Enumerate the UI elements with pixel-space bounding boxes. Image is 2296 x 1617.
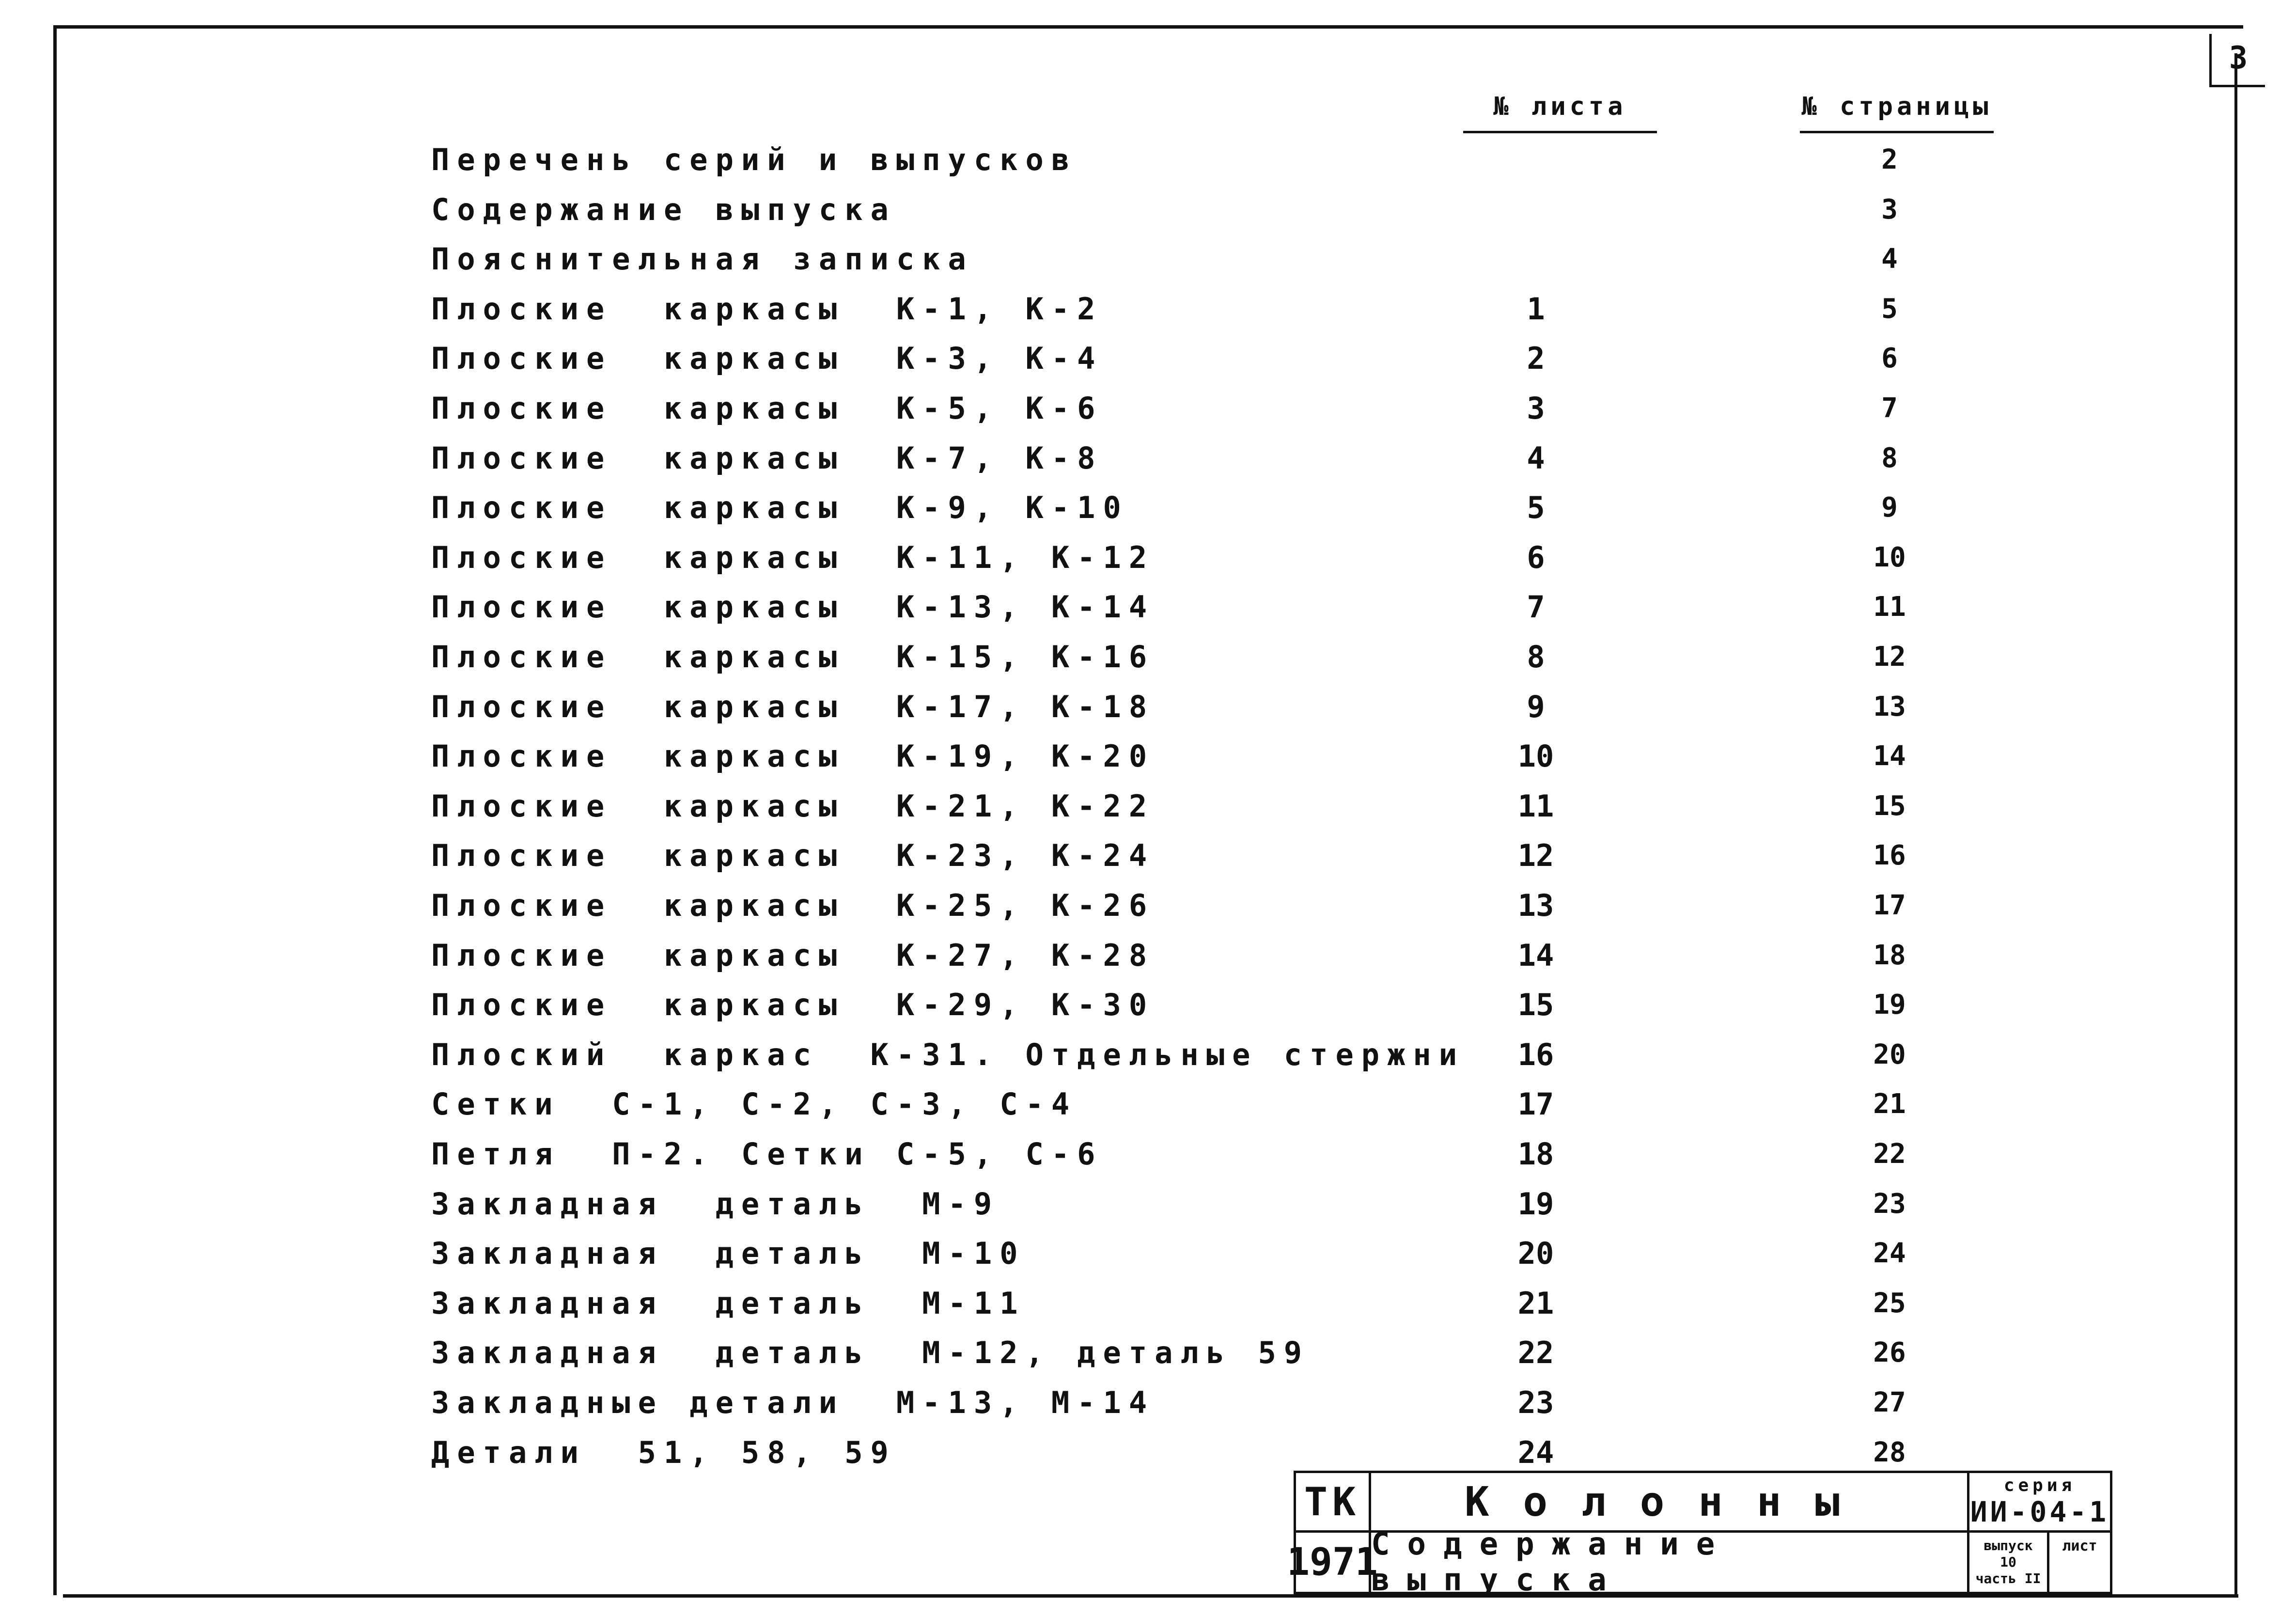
item-page: 14 xyxy=(1873,740,1906,772)
item-page: 12 xyxy=(1873,641,1906,673)
list-item xyxy=(0,1282,2296,1330)
list-item xyxy=(0,337,2296,385)
list-item xyxy=(0,785,2296,833)
list-item xyxy=(0,188,2296,236)
stamp-part-label: часть II xyxy=(1975,1570,2041,1586)
list-item xyxy=(0,1182,2296,1231)
list-item xyxy=(0,934,2296,982)
corner-page-mark: 3 xyxy=(2209,34,2265,87)
list-item xyxy=(0,1232,2296,1280)
list-item xyxy=(0,138,2296,187)
item-title: Детали 51, 58, 59 xyxy=(431,1435,896,1470)
list-item xyxy=(0,237,2296,286)
stamp-series-label: серия xyxy=(2003,1475,2076,1495)
item-page: 10 xyxy=(1873,542,1906,573)
item-title: Плоские каркасы К-27, К-28 xyxy=(431,938,1155,973)
item-sheet: 22 xyxy=(1517,1335,1554,1370)
item-sheet: 24 xyxy=(1517,1435,1554,1470)
item-sheet: 2 xyxy=(1527,341,1545,376)
item-title: Плоские каркасы К-1, К-2 xyxy=(431,291,1103,327)
list-item xyxy=(0,585,2296,634)
stamp-series-value: ИИ-04-1 xyxy=(1970,1495,2109,1528)
stamp-issue-value: 10 xyxy=(2000,1554,2016,1570)
item-page: 8 xyxy=(1881,442,1898,474)
list-item xyxy=(0,1381,2296,1429)
list-item xyxy=(0,1331,2296,1380)
item-page: 20 xyxy=(1873,1039,1906,1070)
list-item xyxy=(0,983,2296,1032)
item-title: Перечень серий и выпусков xyxy=(431,142,1078,177)
stamp-code: ТК xyxy=(1294,1471,1371,1533)
list-item xyxy=(0,1033,2296,1082)
item-title: Плоские каркасы К-9, К-10 xyxy=(431,490,1129,525)
item-title: Сетки С-1, С-2, С-3, С-4 xyxy=(431,1086,1078,1122)
stamp-series xyxy=(1967,1471,2112,1533)
item-sheet: 11 xyxy=(1517,788,1554,824)
list-item xyxy=(0,834,2296,882)
item-page: 19 xyxy=(1873,989,1906,1020)
item-sheet: 18 xyxy=(1517,1136,1554,1172)
item-title: Плоские каркасы К-23, К-24 xyxy=(431,838,1155,873)
list-item xyxy=(0,287,2296,336)
stamp-issue xyxy=(1967,1530,2049,1594)
item-title: Плоские каркасы К-15, К-16 xyxy=(431,639,1155,675)
item-sheet: 7 xyxy=(1527,589,1545,625)
item-title: Плоские каркасы К-19, К-20 xyxy=(431,738,1155,774)
item-title: Закладная деталь М-12, деталь 59 xyxy=(431,1335,1310,1370)
item-page: 27 xyxy=(1873,1387,1906,1418)
item-page: 4 xyxy=(1881,243,1898,275)
item-title: Закладная деталь М-9 xyxy=(431,1186,1000,1222)
list-item xyxy=(0,735,2296,783)
item-page: 7 xyxy=(1881,392,1898,424)
stamp-year: 1971 xyxy=(1294,1530,1371,1594)
item-sheet: 23 xyxy=(1517,1385,1554,1420)
item-page: 21 xyxy=(1873,1088,1906,1120)
item-sheet: 21 xyxy=(1517,1286,1554,1321)
list-item xyxy=(0,486,2296,534)
item-page: 16 xyxy=(1873,840,1906,871)
list-item xyxy=(0,884,2296,932)
list-item xyxy=(0,1132,2296,1181)
title-block-stamp xyxy=(1287,1471,2243,1598)
item-title: Плоские каркасы К-11, К-12 xyxy=(431,540,1155,575)
stamp-sheet-label: лист xyxy=(2047,1530,2112,1594)
item-page: 9 xyxy=(1881,492,1898,523)
item-title: Плоские каркасы К-17, К-18 xyxy=(431,689,1155,724)
item-title: Содержание выпуска xyxy=(431,192,896,227)
stamp-issue-label: выпуск xyxy=(1984,1538,2033,1554)
item-page: 3 xyxy=(1881,194,1898,225)
item-title: Петля П-2. Сетки С-5, С-6 xyxy=(431,1136,1103,1172)
item-sheet: 17 xyxy=(1517,1086,1554,1122)
item-sheet: 6 xyxy=(1527,540,1545,575)
item-sheet: 5 xyxy=(1527,490,1545,525)
item-page: 5 xyxy=(1881,293,1898,325)
item-sheet: 12 xyxy=(1517,838,1554,873)
list-item xyxy=(0,685,2296,734)
stamp-content-title: Содержание выпуска xyxy=(1369,1530,1969,1594)
item-page: 17 xyxy=(1873,890,1906,921)
list-item xyxy=(0,387,2296,435)
item-title: Закладная деталь М-11 xyxy=(431,1286,1026,1321)
item-sheet: 16 xyxy=(1517,1037,1554,1072)
frame-top-line xyxy=(53,25,2243,29)
item-page: 6 xyxy=(1881,343,1898,374)
item-sheet: 13 xyxy=(1517,888,1554,923)
item-page: 28 xyxy=(1873,1437,1906,1468)
item-sheet: 4 xyxy=(1527,440,1545,476)
item-sheet: 1 xyxy=(1527,291,1545,327)
item-sheet: 15 xyxy=(1517,987,1554,1022)
item-page: 24 xyxy=(1873,1238,1906,1269)
item-title: Плоские каркасы К-7, К-8 xyxy=(431,440,1103,476)
item-page: 13 xyxy=(1873,691,1906,722)
header-sheet-number: № листа xyxy=(1463,92,1657,133)
header-page-number: № страницы xyxy=(1800,92,1994,133)
item-page: 22 xyxy=(1873,1138,1906,1170)
item-title: Плоские каркасы К-3, К-4 xyxy=(431,341,1103,376)
stamp-name: Колонны xyxy=(1369,1471,1969,1533)
item-page: 11 xyxy=(1873,591,1906,623)
item-page: 25 xyxy=(1873,1287,1906,1319)
list-item xyxy=(0,1083,2296,1131)
item-title: Плоские каркасы К-21, К-22 xyxy=(431,788,1155,824)
item-title: Пояснительная записка xyxy=(431,241,974,277)
item-sheet: 19 xyxy=(1517,1186,1554,1222)
item-sheet: 9 xyxy=(1527,689,1545,724)
item-page: 23 xyxy=(1873,1188,1906,1220)
item-sheet: 8 xyxy=(1527,639,1545,675)
list-item xyxy=(0,635,2296,684)
list-item xyxy=(0,437,2296,485)
item-sheet: 10 xyxy=(1517,738,1554,774)
item-page: 15 xyxy=(1873,790,1906,822)
item-title: Плоские каркасы К-25, К-26 xyxy=(431,888,1155,923)
item-title: Плоские каркасы К-5, К-6 xyxy=(431,391,1103,426)
item-title: Закладная деталь М-10 xyxy=(431,1236,1026,1271)
item-title: Плоские каркасы К-29, К-30 xyxy=(431,987,1155,1022)
item-sheet: 20 xyxy=(1517,1236,1554,1271)
list-item xyxy=(0,536,2296,584)
item-page: 2 xyxy=(1881,144,1898,175)
item-title: Плоские каркасы К-13, К-14 xyxy=(431,589,1155,625)
item-page: 26 xyxy=(1873,1337,1906,1368)
item-sheet: 14 xyxy=(1517,938,1554,973)
item-title: Плоский каркас К-31. Отдельные стержни xyxy=(431,1037,1465,1072)
item-title: Закладные детали М-13, М-14 xyxy=(431,1385,1155,1420)
item-page: 18 xyxy=(1873,940,1906,971)
item-sheet: 3 xyxy=(1527,391,1545,426)
